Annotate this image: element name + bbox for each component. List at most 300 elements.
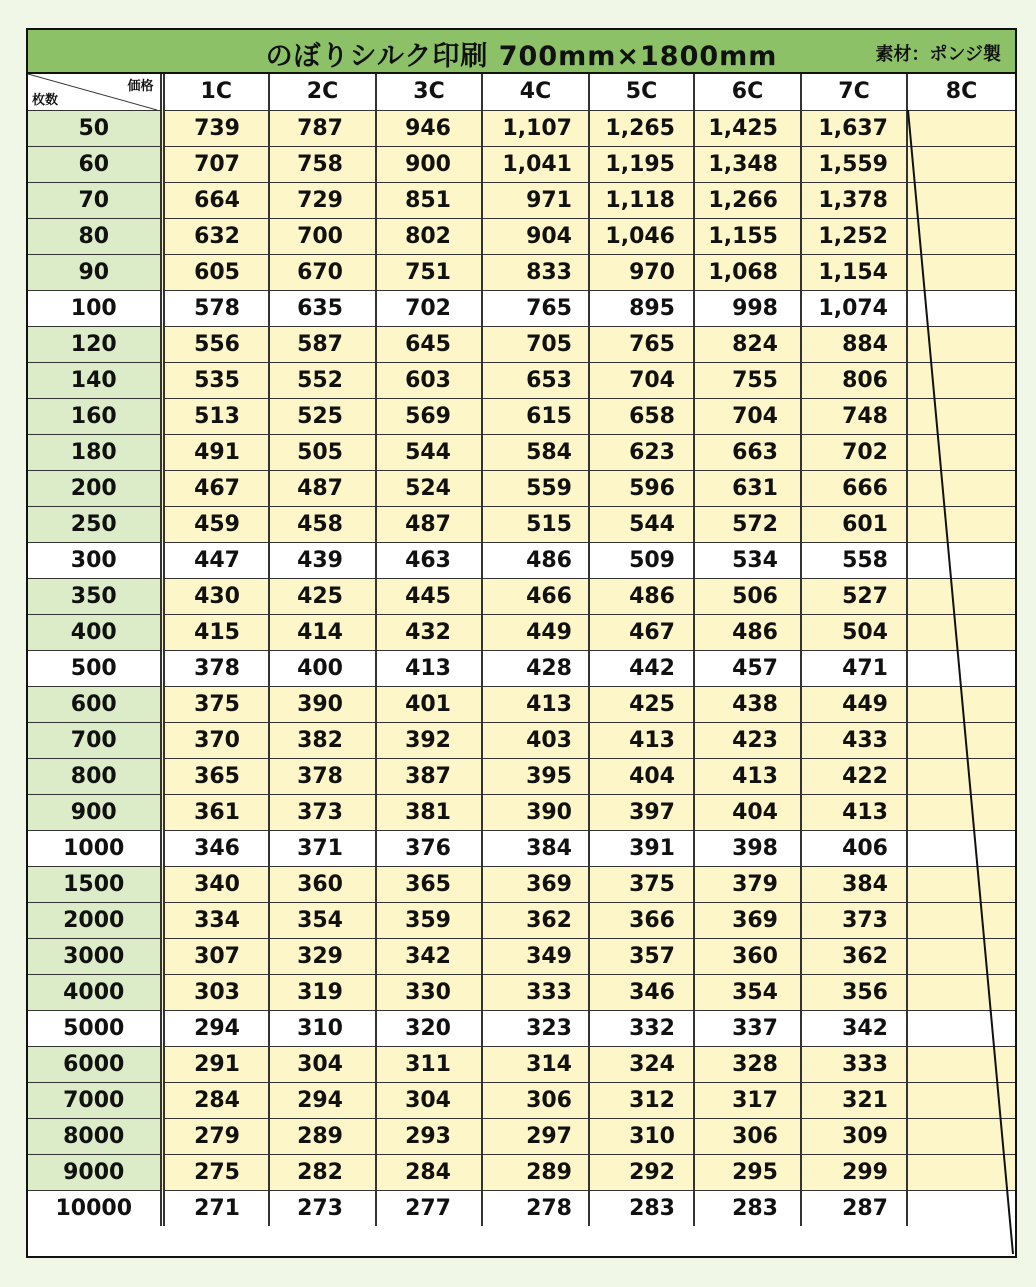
price-cell: 337 (694, 1010, 801, 1046)
price-cell: 824 (694, 326, 801, 362)
price-cell: 663 (694, 434, 801, 470)
price-cell: 765 (482, 290, 589, 326)
price-cell: 329 (269, 938, 376, 974)
price-cell: 445 (376, 578, 482, 614)
qty-cell: 700 (28, 722, 162, 758)
price-cell: 631 (694, 470, 801, 506)
price-cell: 283 (694, 1190, 801, 1226)
price-cell: 354 (269, 902, 376, 938)
price-cell: 397 (589, 794, 694, 830)
price-cell: 900 (376, 146, 482, 182)
price-cell: 895 (589, 290, 694, 326)
price-cell-8c-empty (907, 758, 1015, 794)
price-cell: 381 (376, 794, 482, 830)
price-cell: 404 (694, 794, 801, 830)
qty-cell: 7000 (28, 1082, 162, 1118)
price-cell: 292 (589, 1154, 694, 1190)
table-row (28, 1118, 1015, 1154)
price-cell: 442 (589, 650, 694, 686)
qty-cell: 5000 (28, 1010, 162, 1046)
price-cell: 1,195 (589, 146, 694, 182)
price-cell-8c-empty (907, 938, 1015, 974)
price-cell: 413 (376, 650, 482, 686)
price-cell: 373 (269, 794, 376, 830)
price-cell: 506 (694, 578, 801, 614)
price-cell: 324 (589, 1046, 694, 1082)
price-cell: 569 (376, 398, 482, 434)
price-cell: 362 (801, 938, 907, 974)
qty-cell: 4000 (28, 974, 162, 1010)
col-header-4c: 4C (482, 74, 589, 110)
price-cell: 369 (694, 902, 801, 938)
price-cell: 312 (589, 1082, 694, 1118)
price-cell: 413 (801, 794, 907, 830)
table-row (28, 758, 1015, 794)
corner-cell (28, 74, 162, 110)
price-cell: 294 (162, 1010, 269, 1046)
price-cell: 491 (162, 434, 269, 470)
table-row (28, 506, 1015, 542)
price-cell: 1,107 (482, 110, 589, 146)
price-cell: 278 (482, 1190, 589, 1226)
price-cell: 432 (376, 614, 482, 650)
price-cell: 291 (162, 1046, 269, 1082)
table-row (28, 1082, 1015, 1118)
col-header-1c: 1C (162, 74, 269, 110)
price-cell: 653 (482, 362, 589, 398)
price-cell: 334 (162, 902, 269, 938)
price-cell-8c-empty (907, 614, 1015, 650)
price-cell: 307 (162, 938, 269, 974)
price-cell: 357 (589, 938, 694, 974)
price-cell: 755 (694, 362, 801, 398)
price-cell: 758 (269, 146, 376, 182)
price-cell: 1,348 (694, 146, 801, 182)
price-cell: 572 (694, 506, 801, 542)
price-cell: 360 (269, 866, 376, 902)
price-cell: 376 (376, 830, 482, 866)
price-cell: 378 (269, 758, 376, 794)
price-cell: 946 (376, 110, 482, 146)
price-cell: 467 (162, 470, 269, 506)
price-cell-8c-empty (907, 1082, 1015, 1118)
price-cell: 1,118 (589, 182, 694, 218)
price-cell: 449 (482, 614, 589, 650)
price-cell: 707 (162, 146, 269, 182)
price-cell-8c-empty (907, 110, 1015, 146)
price-cell: 1,046 (589, 218, 694, 254)
qty-cell: 600 (28, 686, 162, 722)
price-cell-8c-empty (907, 1010, 1015, 1046)
price-cell-8c-empty (907, 1118, 1015, 1154)
table-row (28, 146, 1015, 182)
price-cell: 332 (589, 1010, 694, 1046)
price-cell: 365 (376, 866, 482, 902)
price-cell: 447 (162, 542, 269, 578)
price-cell-8c-empty (907, 1154, 1015, 1190)
price-cell: 359 (376, 902, 482, 938)
table-row (28, 1154, 1015, 1190)
price-cell: 471 (801, 650, 907, 686)
price-cell: 751 (376, 254, 482, 290)
price-cell: 361 (162, 794, 269, 830)
price-cell: 670 (269, 254, 376, 290)
price-table (28, 74, 1015, 1226)
table-row (28, 650, 1015, 686)
price-cell: 439 (269, 542, 376, 578)
price-cell-8c-empty (907, 254, 1015, 290)
price-cell-8c-empty (907, 362, 1015, 398)
price-cell: 438 (694, 686, 801, 722)
page-title: のぼりシルク印刷 700mm×1800mm (265, 41, 778, 72)
price-cell: 704 (694, 398, 801, 434)
price-cell: 293 (376, 1118, 482, 1154)
table-row (28, 542, 1015, 578)
qty-cell: 2000 (28, 902, 162, 938)
col-header-8c: 8C (907, 74, 1015, 110)
qty-cell: 900 (28, 794, 162, 830)
price-cell: 403 (482, 722, 589, 758)
price-cell: 390 (269, 686, 376, 722)
table-row (28, 110, 1015, 146)
price-cell: 400 (269, 650, 376, 686)
price-cell-8c-empty (907, 146, 1015, 182)
header-row (28, 74, 1015, 110)
price-cell: 289 (269, 1118, 376, 1154)
col-header-7c: 7C (801, 74, 907, 110)
price-cell: 603 (376, 362, 482, 398)
price-cell: 373 (801, 902, 907, 938)
price-cell: 705 (482, 326, 589, 362)
price-cell: 404 (589, 758, 694, 794)
price-cell: 310 (589, 1118, 694, 1154)
price-cell: 330 (376, 974, 482, 1010)
price-cell: 304 (269, 1046, 376, 1082)
price-cell: 391 (589, 830, 694, 866)
price-cell: 369 (482, 866, 589, 902)
table-row (28, 434, 1015, 470)
price-cell: 1,252 (801, 218, 907, 254)
price-cell: 425 (269, 578, 376, 614)
price-cell: 884 (801, 326, 907, 362)
price-cell: 282 (269, 1154, 376, 1190)
table-row (28, 1010, 1015, 1046)
price-cell: 525 (269, 398, 376, 434)
qty-cell: 9000 (28, 1154, 162, 1190)
table-row (28, 254, 1015, 290)
price-cell: 623 (589, 434, 694, 470)
price-cell: 587 (269, 326, 376, 362)
title-bar (28, 30, 1015, 74)
price-cell: 505 (269, 434, 376, 470)
qty-cell: 1500 (28, 866, 162, 902)
price-cell: 413 (482, 686, 589, 722)
price-cell-8c-empty (907, 398, 1015, 434)
price-cell: 415 (162, 614, 269, 650)
price-cell-8c-empty (907, 902, 1015, 938)
price-cell: 378 (162, 650, 269, 686)
price-cell: 289 (482, 1154, 589, 1190)
price-cell: 346 (589, 974, 694, 1010)
price-cell: 584 (482, 434, 589, 470)
price-cell: 504 (801, 614, 907, 650)
price-cell: 1,559 (801, 146, 907, 182)
table-row (28, 326, 1015, 362)
price-cell: 635 (269, 290, 376, 326)
table-row (28, 398, 1015, 434)
qty-cell: 50 (28, 110, 162, 146)
price-cell: 277 (376, 1190, 482, 1226)
table-row (28, 902, 1015, 938)
price-cell: 1,265 (589, 110, 694, 146)
table-row (28, 614, 1015, 650)
price-cell: 998 (694, 290, 801, 326)
table-row (28, 1046, 1015, 1082)
price-cell-8c-empty (907, 506, 1015, 542)
price-cell: 559 (482, 470, 589, 506)
price-cell: 449 (801, 686, 907, 722)
price-cell: 314 (482, 1046, 589, 1082)
price-cell: 384 (801, 866, 907, 902)
table-row (28, 794, 1015, 830)
price-cell: 1,155 (694, 218, 801, 254)
price-cell: 527 (801, 578, 907, 614)
price-cell: 806 (801, 362, 907, 398)
price-cell: 333 (801, 1046, 907, 1082)
price-cell: 309 (801, 1118, 907, 1154)
price-cell: 544 (376, 434, 482, 470)
price-cell: 458 (269, 506, 376, 542)
price-cell: 702 (801, 434, 907, 470)
price-cell-8c-empty (907, 1190, 1015, 1226)
price-cell: 303 (162, 974, 269, 1010)
price-cell: 463 (376, 542, 482, 578)
price-cell: 1,378 (801, 182, 907, 218)
price-cell: 787 (269, 110, 376, 146)
price-cell: 310 (269, 1010, 376, 1046)
price-cell: 275 (162, 1154, 269, 1190)
price-table-body (28, 110, 1015, 1226)
price-cell: 366 (589, 902, 694, 938)
price-cell: 524 (376, 470, 482, 506)
price-cell: 556 (162, 326, 269, 362)
price-cell: 287 (801, 1190, 907, 1226)
qty-cell: 100 (28, 290, 162, 326)
price-cell: 284 (376, 1154, 482, 1190)
price-cell-8c-empty (907, 290, 1015, 326)
qty-cell: 160 (28, 398, 162, 434)
price-cell: 544 (589, 506, 694, 542)
qty-cell: 180 (28, 434, 162, 470)
qty-cell: 3000 (28, 938, 162, 974)
price-cell: 664 (162, 182, 269, 218)
price-cell: 320 (376, 1010, 482, 1046)
price-cell: 311 (376, 1046, 482, 1082)
price-cell: 765 (589, 326, 694, 362)
table-row (28, 866, 1015, 902)
price-cell: 971 (482, 182, 589, 218)
table-row (28, 938, 1015, 974)
material-label: 素材：ポンジ製 (875, 44, 1001, 65)
price-cell-8c-empty (907, 794, 1015, 830)
price-cell-8c-empty (907, 470, 1015, 506)
price-cell: 1,637 (801, 110, 907, 146)
table-row (28, 362, 1015, 398)
price-cell: 392 (376, 722, 482, 758)
price-cell: 558 (801, 542, 907, 578)
price-cell: 271 (162, 1190, 269, 1226)
price-cell: 578 (162, 290, 269, 326)
price-cell: 304 (376, 1082, 482, 1118)
price-cell: 365 (162, 758, 269, 794)
price-cell: 552 (269, 362, 376, 398)
price-cell-8c-empty (907, 722, 1015, 758)
qty-cell: 80 (28, 218, 162, 254)
price-cell: 1,041 (482, 146, 589, 182)
table-row (28, 830, 1015, 866)
price-cell: 370 (162, 722, 269, 758)
price-cell: 297 (482, 1118, 589, 1154)
price-cell: 382 (269, 722, 376, 758)
price-cell: 702 (376, 290, 482, 326)
col-header-2c: 2C (269, 74, 376, 110)
price-cell-8c-empty (907, 1046, 1015, 1082)
col-header-6c: 6C (694, 74, 801, 110)
table-row (28, 722, 1015, 758)
price-cell: 748 (801, 398, 907, 434)
qty-cell: 200 (28, 470, 162, 506)
price-cell: 739 (162, 110, 269, 146)
price-cell: 375 (589, 866, 694, 902)
price-cell-8c-empty (907, 578, 1015, 614)
price-cell: 513 (162, 398, 269, 434)
price-cell: 833 (482, 254, 589, 290)
price-cell: 342 (801, 1010, 907, 1046)
price-cell: 615 (482, 398, 589, 434)
price-cell: 1,154 (801, 254, 907, 290)
price-cell: 362 (482, 902, 589, 938)
price-cell: 295 (694, 1154, 801, 1190)
qty-cell: 300 (28, 542, 162, 578)
price-cell: 1,425 (694, 110, 801, 146)
qty-cell: 8000 (28, 1118, 162, 1154)
price-cell: 605 (162, 254, 269, 290)
price-cell-8c-empty (907, 542, 1015, 578)
price-cell: 333 (482, 974, 589, 1010)
price-cell-8c-empty (907, 830, 1015, 866)
price-cell: 486 (589, 578, 694, 614)
col-header-5c: 5C (589, 74, 694, 110)
price-cell: 459 (162, 506, 269, 542)
price-cell: 658 (589, 398, 694, 434)
table-row (28, 470, 1015, 506)
price-cell: 970 (589, 254, 694, 290)
price-cell: 354 (694, 974, 801, 1010)
price-cell: 487 (376, 506, 482, 542)
price-cell: 457 (694, 650, 801, 686)
qty-cell: 120 (28, 326, 162, 362)
price-cell-8c-empty (907, 434, 1015, 470)
price-cell: 425 (589, 686, 694, 722)
price-cell: 851 (376, 182, 482, 218)
price-cell: 601 (801, 506, 907, 542)
price-cell: 323 (482, 1010, 589, 1046)
price-cell: 406 (801, 830, 907, 866)
price-cell: 306 (694, 1118, 801, 1154)
price-cell-8c-empty (907, 218, 1015, 254)
price-cell: 430 (162, 578, 269, 614)
price-cell: 294 (269, 1082, 376, 1118)
price-cell: 360 (694, 938, 801, 974)
price-cell: 904 (482, 218, 589, 254)
price-cell: 328 (694, 1046, 801, 1082)
qty-cell: 140 (28, 362, 162, 398)
price-cell: 273 (269, 1190, 376, 1226)
price-cell: 534 (694, 542, 801, 578)
price-cell: 509 (589, 542, 694, 578)
price-cell-8c-empty (907, 866, 1015, 902)
table-row (28, 1190, 1015, 1226)
table-row (28, 218, 1015, 254)
table-row (28, 974, 1015, 1010)
price-cell: 596 (589, 470, 694, 506)
qty-cell: 400 (28, 614, 162, 650)
price-cell: 279 (162, 1118, 269, 1154)
price-cell: 704 (589, 362, 694, 398)
price-cell: 390 (482, 794, 589, 830)
price-cell: 371 (269, 830, 376, 866)
qty-cell: 60 (28, 146, 162, 182)
price-cell: 414 (269, 614, 376, 650)
price-cell: 515 (482, 506, 589, 542)
table-row (28, 290, 1015, 326)
price-cell-8c-empty (907, 326, 1015, 362)
price-cell-8c-empty (907, 974, 1015, 1010)
price-cell: 321 (801, 1082, 907, 1118)
price-cell: 306 (482, 1082, 589, 1118)
price-cell: 398 (694, 830, 801, 866)
price-cell: 340 (162, 866, 269, 902)
price-cell: 346 (162, 830, 269, 866)
price-cell: 729 (269, 182, 376, 218)
col-header-3c: 3C (376, 74, 482, 110)
corner-price-label: 価格 (127, 79, 154, 94)
corner-qty-label: 枚数 (32, 92, 59, 108)
price-cell-8c-empty (907, 182, 1015, 218)
price-cell: 486 (482, 542, 589, 578)
price-cell: 486 (694, 614, 801, 650)
price-cell-8c-empty (907, 650, 1015, 686)
price-cell: 645 (376, 326, 482, 362)
price-cell: 413 (694, 758, 801, 794)
price-cell: 375 (162, 686, 269, 722)
price-cell: 487 (269, 470, 376, 506)
price-cell: 379 (694, 866, 801, 902)
price-cell: 422 (801, 758, 907, 794)
qty-cell: 6000 (28, 1046, 162, 1082)
price-cell: 349 (482, 938, 589, 974)
price-cell-8c-empty (907, 686, 1015, 722)
qty-cell: 70 (28, 182, 162, 218)
price-cell: 802 (376, 218, 482, 254)
price-cell: 466 (482, 578, 589, 614)
price-cell: 1,266 (694, 182, 801, 218)
price-cell: 433 (801, 722, 907, 758)
price-cell: 666 (801, 470, 907, 506)
qty-cell: 800 (28, 758, 162, 794)
price-cell: 401 (376, 686, 482, 722)
qty-cell: 90 (28, 254, 162, 290)
